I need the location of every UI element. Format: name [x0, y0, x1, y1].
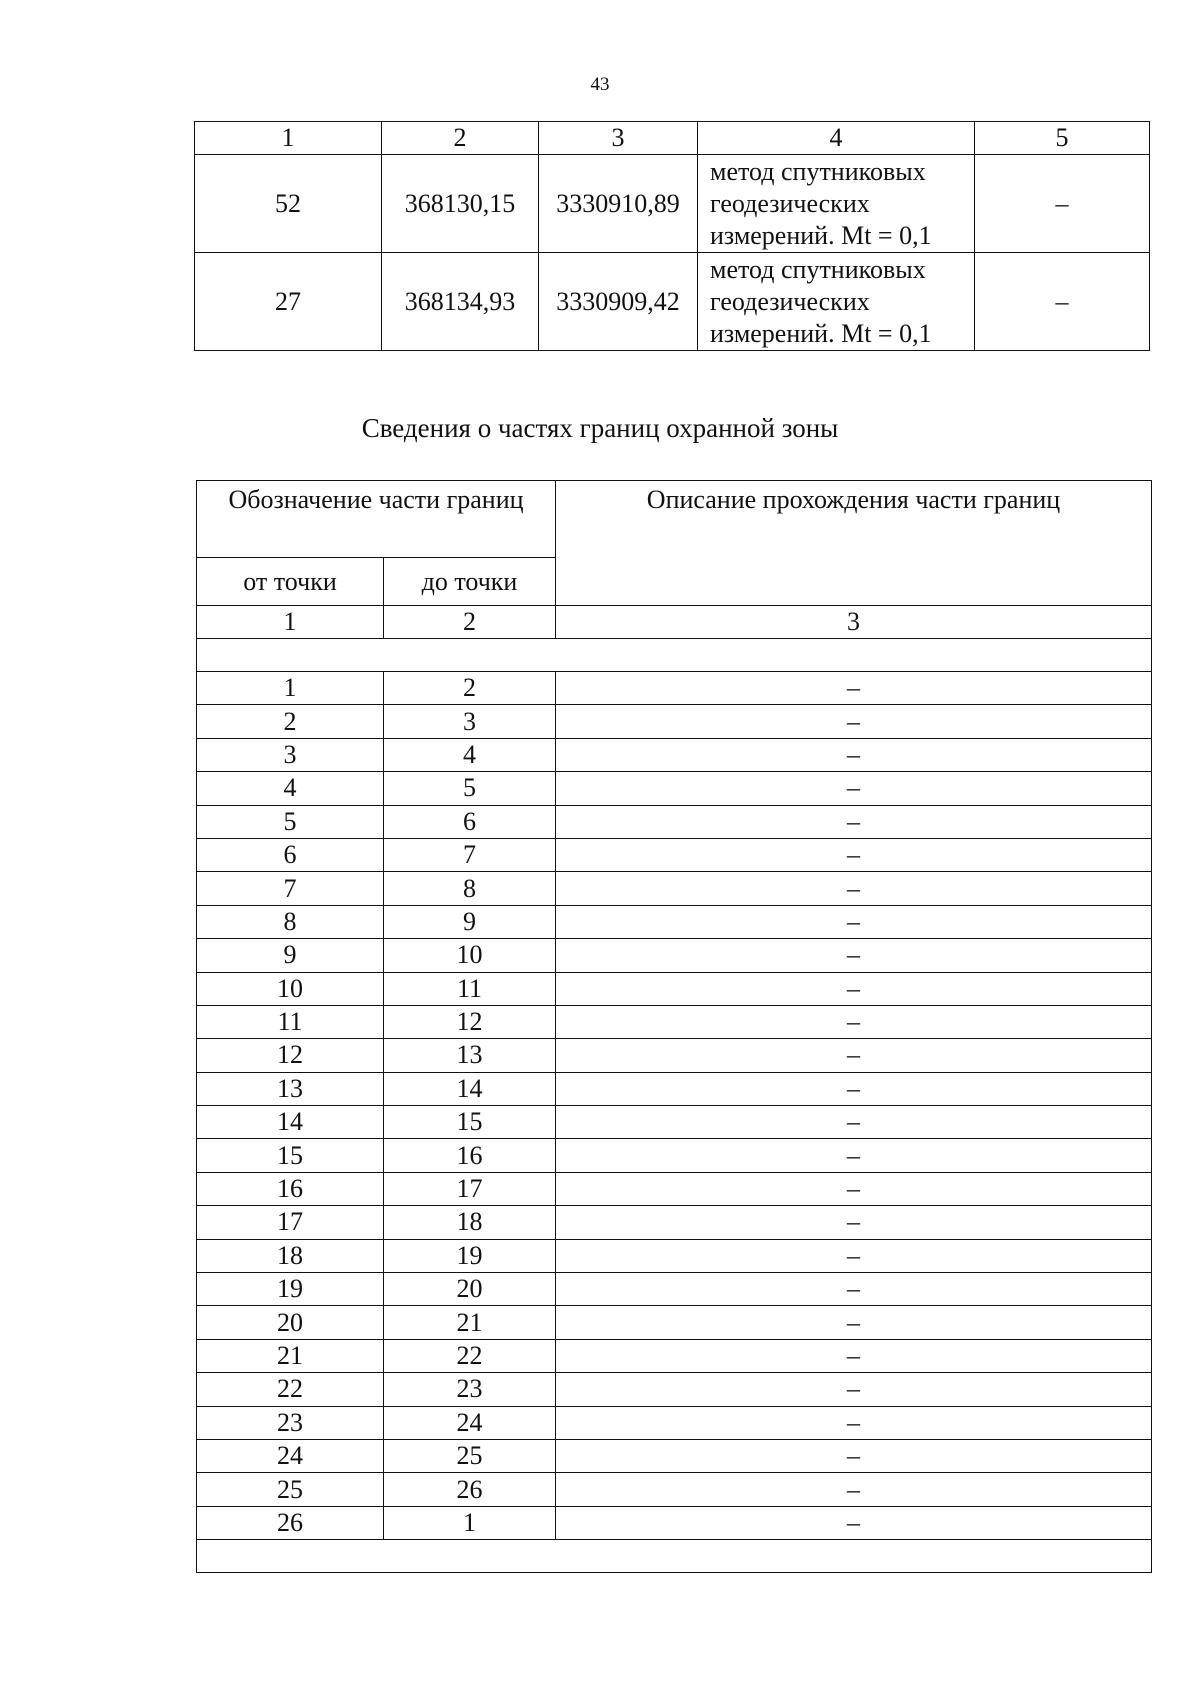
to-point-cell: 14	[384, 1072, 556, 1105]
note-cell: –	[975, 253, 1150, 351]
table-row	[197, 1373, 1152, 1406]
description-cell: –	[556, 905, 1152, 938]
table-row	[197, 1473, 1152, 1506]
table-row	[197, 1172, 1152, 1205]
description-cell: –	[556, 705, 1152, 738]
description-cell: –	[556, 1172, 1152, 1205]
table-row	[197, 1039, 1152, 1072]
to-point-cell: 1	[384, 1506, 556, 1539]
from-point-cell: 26	[197, 1506, 384, 1539]
to-point-cell: 22	[384, 1339, 556, 1372]
description-cell: –	[556, 1139, 1152, 1172]
from-point-cell: 13	[197, 1072, 384, 1105]
description-cell: –	[556, 1039, 1152, 1072]
coordinate-x: 368130,15	[382, 155, 539, 253]
from-point-cell: 8	[197, 905, 384, 938]
method-line: метод спутниковых	[710, 156, 926, 186]
to-point-cell: 8	[384, 872, 556, 905]
table-row	[197, 705, 1152, 738]
table-row	[195, 253, 1150, 351]
coordinate-y: 3330909,42	[539, 253, 698, 351]
table-row	[197, 1106, 1152, 1139]
point-number: 27	[195, 253, 382, 351]
from-point-cell: 20	[197, 1306, 384, 1339]
to-point-cell: 19	[384, 1239, 556, 1272]
table-row	[197, 1005, 1152, 1038]
blank-cell	[197, 639, 1152, 672]
to-point-cell: 24	[384, 1406, 556, 1439]
from-point-cell: 9	[197, 939, 384, 972]
table-row	[197, 772, 1152, 805]
to-point-cell: 25	[384, 1439, 556, 1472]
description-cell: –	[556, 1206, 1152, 1239]
from-point-cell: 4	[197, 772, 384, 805]
to-point-cell: 2	[384, 672, 556, 705]
to-point-cell: 15	[384, 1106, 556, 1139]
to-point-cell: 6	[384, 805, 556, 838]
from-point-cell: 22	[197, 1373, 384, 1406]
blank-row	[197, 639, 1152, 672]
method-line: геодезических	[710, 286, 870, 316]
point-number: 52	[195, 155, 382, 253]
to-point-cell: 20	[384, 1273, 556, 1306]
to-point-cell: 3	[384, 705, 556, 738]
from-point-cell: 10	[197, 972, 384, 1005]
column-number: 1	[195, 122, 382, 155]
description-cell: –	[556, 1273, 1152, 1306]
table-row	[197, 872, 1152, 905]
to-point-cell: 16	[384, 1139, 556, 1172]
description-cell: –	[556, 1239, 1152, 1272]
from-point-cell: 15	[197, 1139, 384, 1172]
from-point-cell: 23	[197, 1406, 384, 1439]
table-row	[197, 838, 1152, 871]
description-cell: –	[556, 972, 1152, 1005]
to-point-cell: 13	[384, 1039, 556, 1072]
description-cell: –	[556, 1072, 1152, 1105]
section-title: Сведения о частях границ охранной зоны	[361, 413, 839, 443]
table-row	[197, 1439, 1152, 1472]
from-point-cell: 16	[197, 1172, 384, 1205]
table-row	[197, 1306, 1152, 1339]
to-point-cell: 10	[384, 939, 556, 972]
from-point-cell: 11	[197, 1005, 384, 1038]
table-row	[197, 1406, 1152, 1439]
description-cell: –	[556, 838, 1152, 871]
from-point-cell: 6	[197, 838, 384, 871]
table-row	[197, 672, 1152, 705]
table-row	[197, 1072, 1152, 1105]
to-point-cell: 12	[384, 1005, 556, 1038]
description-cell: –	[556, 1439, 1152, 1472]
method-line: геодезических	[710, 188, 870, 218]
from-point-cell: 1	[197, 672, 384, 705]
determination-method	[698, 155, 975, 253]
to-point-cell: 9	[384, 905, 556, 938]
from-point-cell: 7	[197, 872, 384, 905]
to-point-cell: 4	[384, 738, 556, 771]
description-cell: –	[556, 872, 1152, 905]
description-cell: –	[556, 772, 1152, 805]
blank-cell	[197, 1540, 1152, 1573]
column-number: 2	[384, 606, 556, 639]
coordinates-header-row	[195, 122, 1150, 155]
column-number: 1	[197, 606, 384, 639]
designation-header: Обозначение части границ	[197, 481, 556, 558]
parts-header-row	[197, 481, 1152, 558]
method-line: метод спутниковых	[710, 254, 926, 284]
from-point-header: от точки	[197, 558, 384, 606]
coordinates-table	[194, 121, 1150, 351]
table-row	[197, 738, 1152, 771]
table-row	[197, 1239, 1152, 1272]
description-cell: –	[556, 1306, 1152, 1339]
note-cell: –	[975, 155, 1150, 253]
table-row	[195, 155, 1150, 253]
from-point-cell: 25	[197, 1473, 384, 1506]
table-row	[197, 1139, 1152, 1172]
from-point-cell: 18	[197, 1239, 384, 1272]
table-row	[197, 1206, 1152, 1239]
to-point-header: до точки	[384, 558, 556, 606]
table-row	[197, 972, 1152, 1005]
description-cell: –	[556, 1005, 1152, 1038]
column-number: 3	[556, 606, 1152, 639]
column-number: 4	[698, 122, 975, 155]
to-point-cell: 17	[384, 1172, 556, 1205]
description-cell: –	[556, 805, 1152, 838]
from-point-cell: 24	[197, 1439, 384, 1472]
to-point-cell: 18	[384, 1206, 556, 1239]
page-number: 43	[590, 74, 610, 95]
description-cell: –	[556, 1339, 1152, 1372]
from-point-cell: 17	[197, 1206, 384, 1239]
parts-body	[197, 672, 1152, 1540]
column-number: 5	[975, 122, 1150, 155]
description-cell: –	[556, 939, 1152, 972]
description-cell: –	[556, 1106, 1152, 1139]
column-number: 2	[382, 122, 539, 155]
blank-row	[197, 1540, 1152, 1573]
table-row	[197, 1339, 1152, 1372]
description-cell: –	[556, 1506, 1152, 1539]
to-point-cell: 21	[384, 1306, 556, 1339]
table-row	[197, 1506, 1152, 1539]
column-number-row	[197, 606, 1152, 639]
coordinate-y: 3330910,89	[539, 155, 698, 253]
determination-method	[698, 253, 975, 351]
boundary-parts-table	[196, 480, 1152, 1573]
to-point-cell: 26	[384, 1473, 556, 1506]
description-cell: –	[556, 1406, 1152, 1439]
table-row	[197, 939, 1152, 972]
from-point-cell: 3	[197, 738, 384, 771]
coordinate-x: 368134,93	[382, 253, 539, 351]
to-point-cell: 7	[384, 838, 556, 871]
column-number: 3	[539, 122, 698, 155]
method-line: измерений. Mt = 0,1	[710, 318, 932, 348]
to-point-cell: 23	[384, 1373, 556, 1406]
from-point-cell: 2	[197, 705, 384, 738]
description-cell: –	[556, 1373, 1152, 1406]
method-line: измерений. Mt = 0,1	[710, 220, 932, 250]
table-row	[197, 905, 1152, 938]
description-cell: –	[556, 1473, 1152, 1506]
to-point-cell: 11	[384, 972, 556, 1005]
from-point-cell: 14	[197, 1106, 384, 1139]
table-row	[197, 1273, 1152, 1306]
from-point-cell: 19	[197, 1273, 384, 1306]
from-point-cell: 5	[197, 805, 384, 838]
description-cell: –	[556, 672, 1152, 705]
description-header: Описание прохождения части границ	[556, 481, 1152, 606]
to-point-cell: 5	[384, 772, 556, 805]
from-point-cell: 21	[197, 1339, 384, 1372]
from-point-cell: 12	[197, 1039, 384, 1072]
description-cell: –	[556, 738, 1152, 771]
table-row	[197, 805, 1152, 838]
